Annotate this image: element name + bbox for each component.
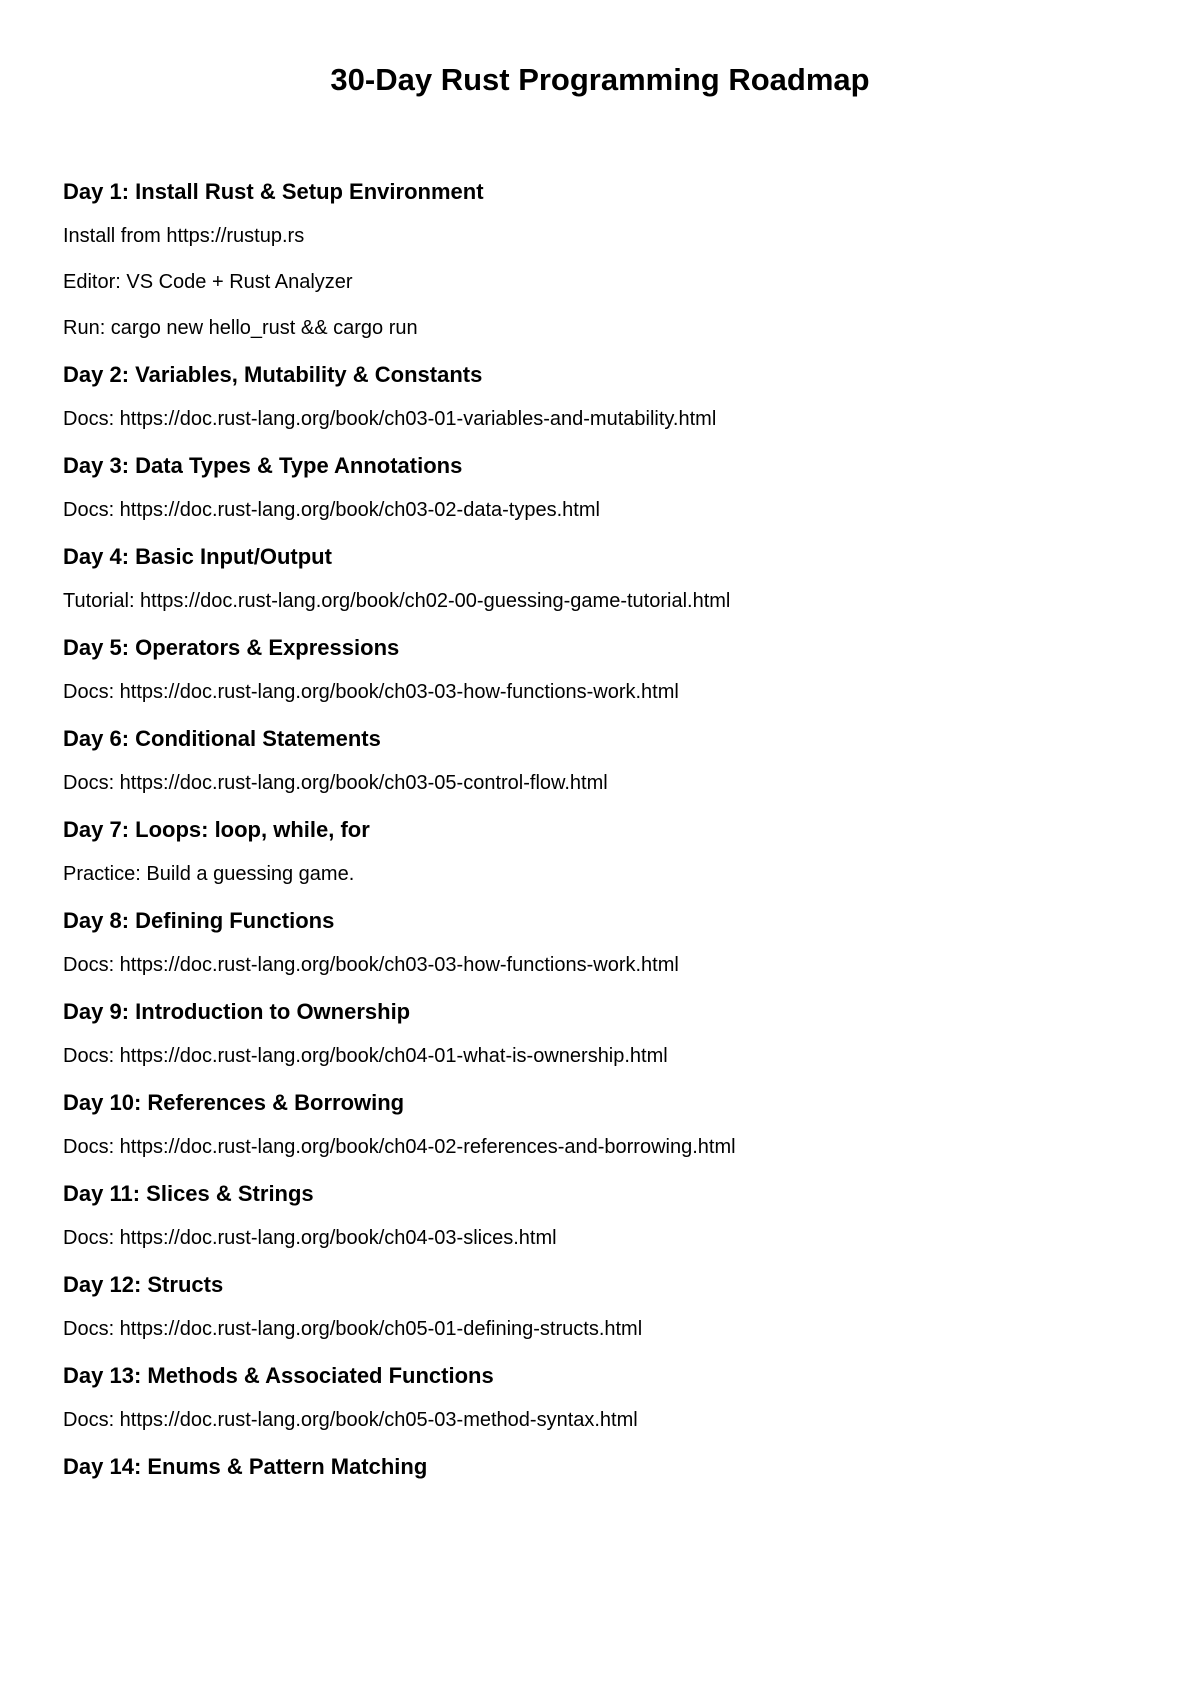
day-heading: Day 2: Variables, Mutability & Constants: [63, 362, 483, 387]
day-heading: Day 10: References & Borrowing: [63, 1090, 405, 1115]
day-heading: Day 4: Basic Input/Output: [63, 544, 332, 569]
docs-link[interactable]: Docs: https://doc.rust-lang.org/book/ch05-03-method-syntax.html: [63, 1409, 638, 1431]
day-section: [63, 1180, 1143, 1251]
docs-link[interactable]: Docs: https://doc.rust-lang.org/book/ch03-02-data-types.html: [63, 499, 600, 521]
day-section: [63, 452, 1143, 523]
day-heading: Day 9: Introduction to Ownership: [63, 999, 411, 1024]
day-heading: Day 12: Structs: [63, 1272, 224, 1297]
docs-link[interactable]: Docs: https://doc.rust-lang.org/book/ch04-02-references-and-borrowing.html: [63, 1136, 736, 1158]
practice-note: Practice: Build a guessing game.: [63, 863, 355, 885]
day-section: [63, 816, 1143, 887]
day-detail-line: Run: cargo new hello_rust && cargo run: [63, 317, 418, 339]
day-detail-line: Editor: VS Code + Rust Analyzer: [63, 271, 353, 293]
day-section: [63, 1271, 1143, 1342]
day-section: [63, 634, 1143, 705]
day-section: [63, 543, 1143, 614]
day-section: [63, 907, 1143, 978]
day-heading: Day 1: Install Rust & Setup Environment: [63, 179, 484, 204]
day-section: [63, 725, 1143, 796]
day-section: [63, 361, 1143, 432]
day-heading: Day 13: Methods & Associated Functions: [63, 1363, 494, 1388]
docs-link[interactable]: Docs: https://doc.rust-lang.org/book/ch04-03-slices.html: [63, 1227, 557, 1249]
day-heading: Day 6: Conditional Statements: [63, 726, 381, 751]
day-heading: Day 11: Slices & Strings: [63, 1181, 314, 1206]
roadmap-content: [63, 178, 1143, 1498]
day-heading: Day 8: Defining Functions: [63, 908, 335, 933]
docs-link[interactable]: Docs: https://doc.rust-lang.org/book/ch03-05-control-flow.html: [63, 772, 608, 794]
day-section: [63, 1453, 1143, 1481]
page-title: 30-Day Rust Programming Roadmap: [330, 62, 870, 97]
docs-link[interactable]: Docs: https://doc.rust-lang.org/book/ch04-01-what-is-ownership.html: [63, 1045, 668, 1067]
day-section: [63, 1362, 1143, 1433]
day-section: [63, 178, 1143, 341]
docs-link[interactable]: Docs: https://doc.rust-lang.org/book/ch03-01-variables-and-mutability.html: [63, 408, 717, 430]
docs-link[interactable]: Docs: https://doc.rust-lang.org/book/ch05-01-defining-structs.html: [63, 1318, 643, 1340]
docs-link[interactable]: Docs: https://doc.rust-lang.org/book/ch03-03-how-functions-work.html: [63, 681, 679, 703]
day-heading: Day 14: Enums & Pattern Matching: [63, 1454, 428, 1479]
docs-link[interactable]: Docs: https://doc.rust-lang.org/book/ch03-03-how-functions-work.html: [63, 954, 679, 976]
day-heading: Day 3: Data Types & Type Annotations: [63, 453, 463, 478]
day-heading: Day 7: Loops: loop, while, for: [63, 817, 370, 842]
tutorial-link[interactable]: Tutorial: https://doc.rust-lang.org/book/ch02-00-guessing-game-tutorial.html: [63, 590, 731, 612]
day-detail-line: Install from https://rustup.rs: [63, 225, 305, 247]
day-section: [63, 998, 1143, 1069]
day-heading: Day 5: Operators & Expressions: [63, 635, 400, 660]
day-section: [63, 1089, 1143, 1160]
